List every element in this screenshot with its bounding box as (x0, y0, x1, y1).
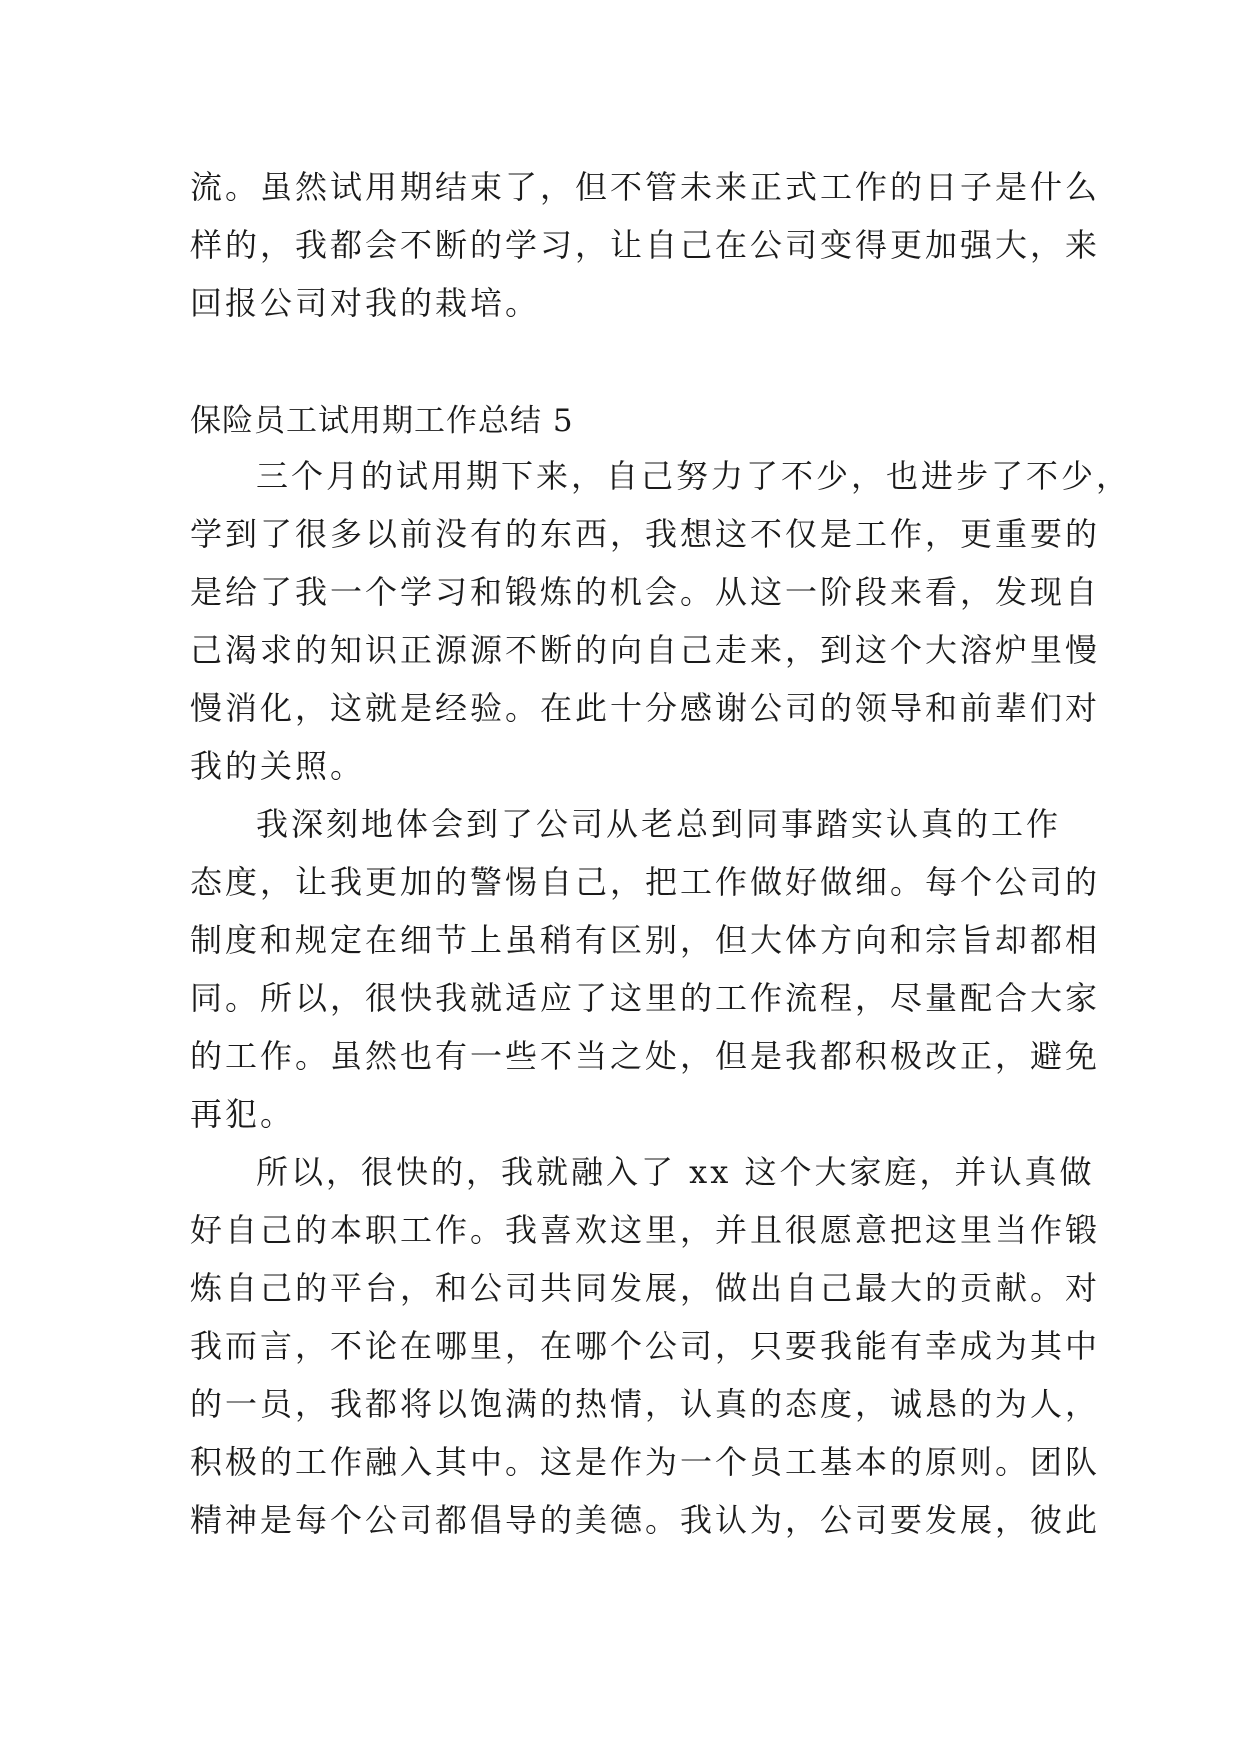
text-line: 炼自己的平台，和公司共同发展，做出自己最大的贡献。对 (190, 1269, 1101, 1307)
text-line: 慢消化，这就是经验。在此十分感谢公司的领导和前辈们对 (190, 689, 1101, 727)
text-line: 学到了很多以前没有的东西，我想这不仅是工作，更重要的 (190, 515, 1101, 553)
text-line: 我的关照。 (190, 747, 366, 785)
text-line: 所以，很快的，我就融入了 xx 这个大家庭，并认真做 (256, 1153, 1095, 1191)
text-line: 再犯。 (190, 1095, 296, 1133)
paragraph-2 (190, 795, 1101, 1143)
text-line: 同。所以，很快我就适应了这里的工作流程，尽量配合大家 (190, 979, 1101, 1017)
paragraph-3 (190, 1143, 1101, 1549)
text-line: 的一员，我都将以饱满的热情，认真的态度，诚恳的为人， (190, 1385, 1101, 1423)
text-line: 态度，让我更加的警惕自己，把工作做好做细。每个公司的 (190, 863, 1101, 901)
text-line: 的工作。虽然也有一些不当之处，但是我都积极改正，避免 (190, 1037, 1101, 1075)
text-line: 己渴求的知识正源源不断的向自己走来，到这个大溶炉里慢 (190, 631, 1101, 669)
section-title: 保险员工试用期工作总结 5 (190, 403, 574, 439)
text-line: 好自己的本职工作。我喜欢这里，并且很愿意把这里当作锻 (190, 1211, 1101, 1249)
text-line: 我深刻地体会到了公司从老总到同事踏实认真的工作 (256, 805, 1062, 843)
text-line: 流。虽然试用期结束了，但不管未来正式工作的日子是什么 (190, 168, 1101, 206)
text-line: 我而言，不论在哪里，在哪个公司，只要我能有幸成为其中 (190, 1327, 1101, 1365)
body-text (190, 447, 1132, 1549)
text-line: 积极的工作融入其中。这是作为一个员工基本的原则。团队 (190, 1443, 1101, 1481)
text-line: 精神是每个公司都倡导的美德。我认为，公司要发展，彼此 (190, 1501, 1101, 1539)
text-line: 样的，我都会不断的学习，让自己在公司变得更加强大，来 (190, 226, 1101, 264)
text-line: 三个月的试用期下来，自己努力了不少，也进步了不少， (256, 457, 1132, 495)
text-line: 是给了我一个学习和锻炼的机会。从这一阶段来看，发现自 (190, 573, 1101, 611)
paragraph-1 (190, 447, 1132, 795)
continuation-paragraph (190, 158, 1101, 332)
text-line: 回报公司对我的栽培。 (190, 284, 541, 322)
text-line: 制度和规定在细节上虽稍有区别，但大体方向和宗旨却都相 (190, 921, 1101, 959)
